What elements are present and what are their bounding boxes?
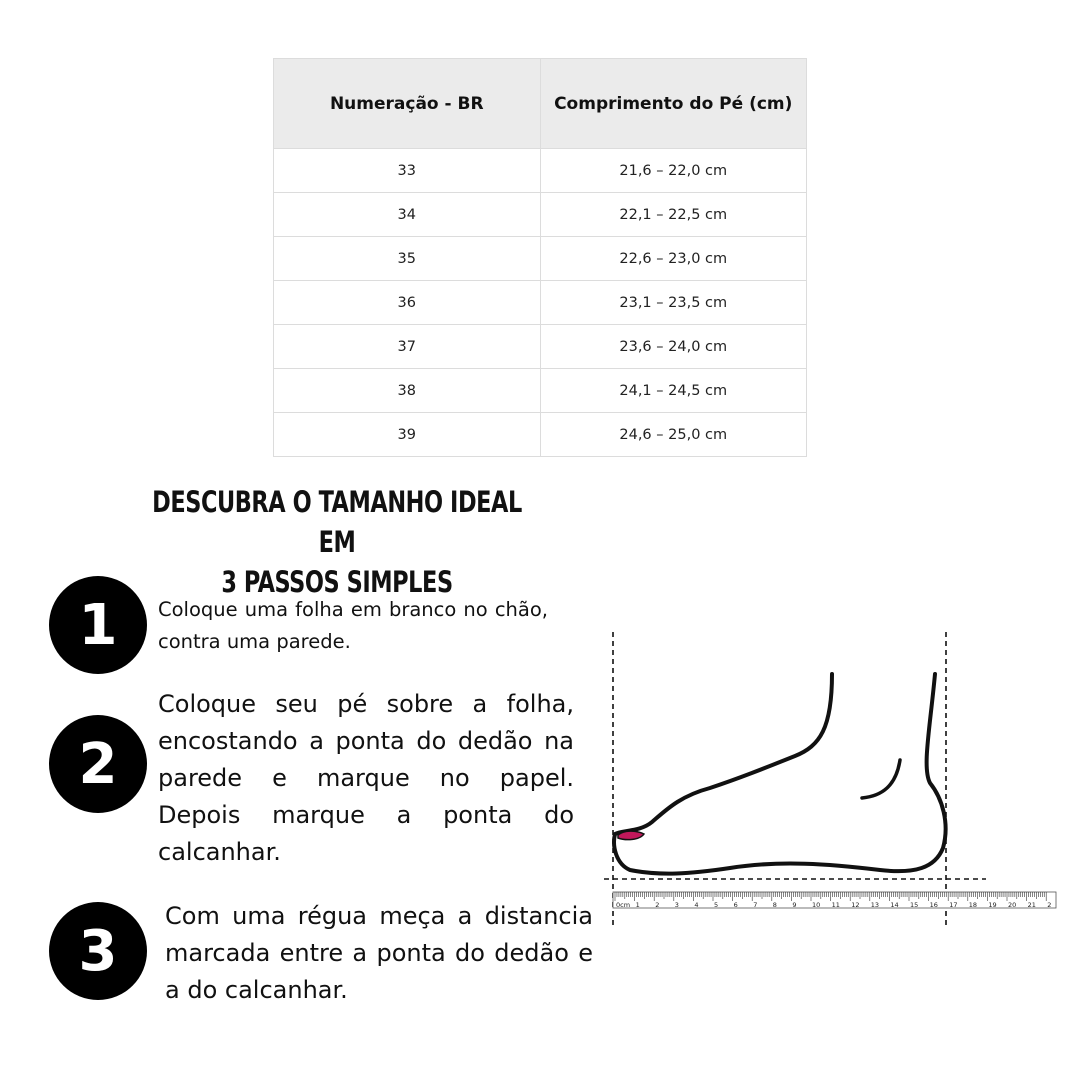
size-cell: 39 (274, 413, 541, 457)
ruler-label: 21 (1027, 901, 1036, 909)
length-cell: 23,1 – 23,5 cm (540, 281, 807, 325)
size-cell: 36 (274, 281, 541, 325)
size-cell: 38 (274, 369, 541, 413)
length-cell: 24,1 – 24,5 cm (540, 369, 807, 413)
ruler-label: 1 (635, 901, 640, 909)
heading-line-2: 3 PASSOS SIMPLES (221, 565, 453, 599)
size-cell: 35 (274, 237, 541, 281)
foot-measuring-illustration (600, 628, 1060, 932)
ruler-label: 6 (733, 901, 738, 909)
ruler-label: 18 (968, 901, 978, 909)
table-row (274, 413, 807, 457)
table-row (274, 369, 807, 413)
step-2-text: Coloque seu pé sobre a folha, encostando a ponta do dedão na parede e marque no papel. Depois marque a ponta do calcanhar. (158, 690, 574, 866)
ruler-label: 8 (772, 901, 777, 909)
ruler-label: 0cm (616, 901, 631, 909)
table-row (274, 193, 807, 237)
ruler-label: 2 (1047, 901, 1052, 909)
step-3-text: Com uma régua meça a distancia marcada entre a ponta do dedão e a do calcanhar. (165, 902, 593, 1004)
length-cell: 22,1 – 22,5 cm (540, 193, 807, 237)
toenail-icon (618, 831, 644, 840)
step-2-number-badge: 2 (49, 715, 147, 813)
size-cell: 37 (274, 325, 541, 369)
step-1-number-badge: 1 (49, 576, 147, 674)
ruler-label: 9 (792, 901, 797, 909)
ruler-label: 14 (890, 901, 899, 909)
ruler-label: 11 (831, 901, 840, 909)
ruler-label: 15 (910, 901, 919, 909)
ruler-label: 13 (870, 901, 880, 909)
ruler-label: 7 (753, 901, 758, 909)
length-cell: 24,6 – 25,0 cm (540, 413, 807, 457)
ruler-label: 20 (1008, 901, 1017, 909)
column-header-length: Comprimento do Pé (cm) (540, 59, 807, 149)
ruler-label: 2 (655, 901, 660, 909)
ruler-label: 4 (694, 901, 699, 909)
table-row (274, 281, 807, 325)
size-cell: 33 (274, 149, 541, 193)
step-1-text: Coloque uma folha em branco no chão, contra uma parede. (158, 598, 548, 653)
length-cell: 21,6 – 22,0 cm (540, 149, 807, 193)
ruler-label: 5 (714, 901, 719, 909)
ruler-label: 17 (949, 901, 958, 909)
column-header-size: Numeração - BR (274, 59, 541, 149)
step-3-number-badge: 3 (49, 902, 147, 1000)
ankle-crease (862, 760, 900, 798)
ruler-label: 16 (929, 901, 938, 909)
ruler-label: 3 (674, 901, 679, 909)
heading-line-1: DESCUBRA O TAMANHO IDEAL EM (152, 485, 522, 559)
table-header-row (274, 59, 807, 149)
size-table (273, 58, 807, 457)
length-cell: 22,6 – 23,0 cm (540, 237, 807, 281)
ruler-label: 10 (812, 901, 821, 909)
ruler (613, 892, 1056, 909)
length-cell: 23,6 – 24,0 cm (540, 325, 807, 369)
ruler-label: 12 (851, 901, 860, 909)
table-row (274, 325, 807, 369)
table-row (274, 149, 807, 193)
ruler-label: 19 (988, 901, 997, 909)
section-heading (133, 482, 541, 602)
size-cell: 34 (274, 193, 541, 237)
table-row (274, 237, 807, 281)
